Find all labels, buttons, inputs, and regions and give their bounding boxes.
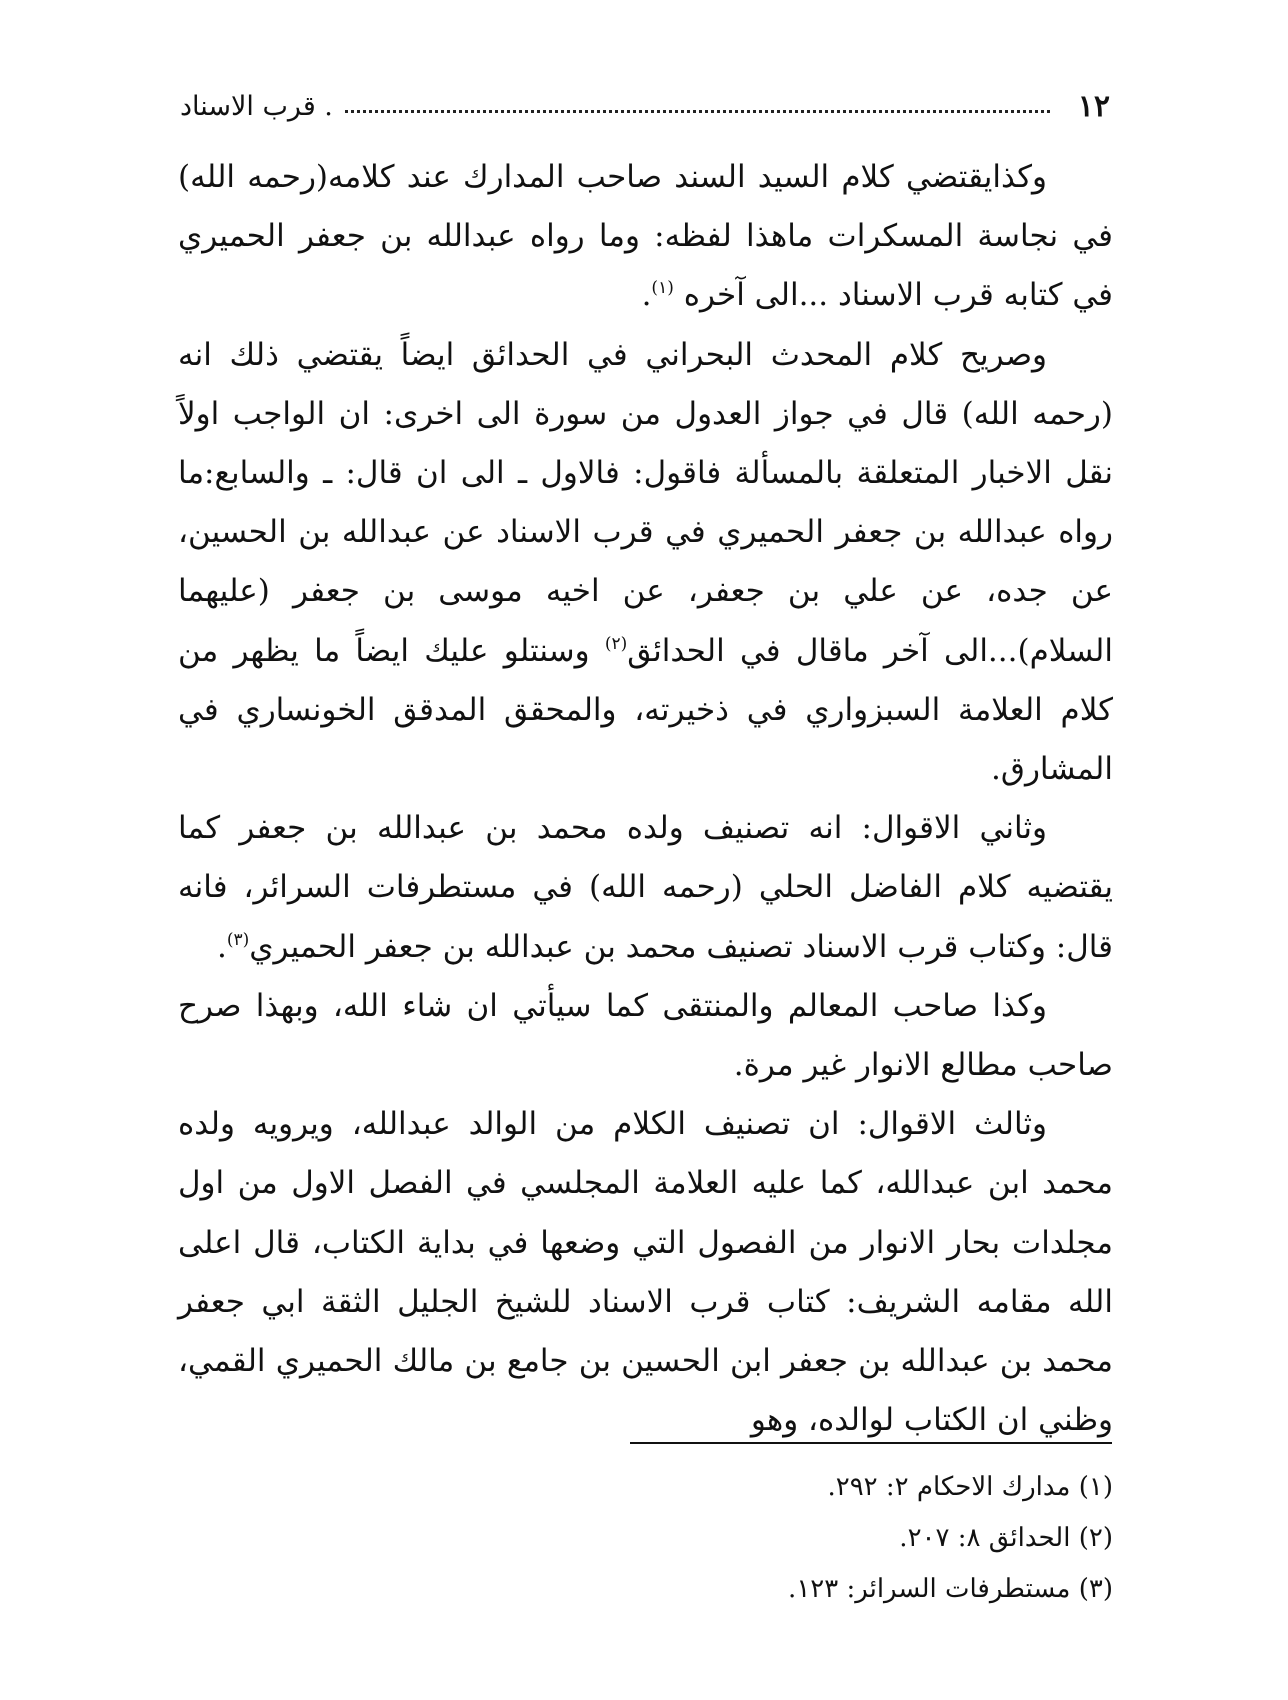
paragraph-tail: . <box>641 277 652 314</box>
footnote-ref-3: (٣) <box>226 929 250 950</box>
paragraph-2 <box>178 326 1113 800</box>
page-header <box>180 86 1110 126</box>
footnote-ref-1: (١) <box>651 278 674 299</box>
footnote-2: (٢) الحدائق ٨: ٢٠٧. <box>899 1523 1113 1553</box>
paragraph-text: وثالث الاقوال: ان تصنيف الكلام من الوالد عبدالله، ويرويه ولده محمد ابن عبدالله، كما عليه العلامة المجلسي في الفصل الاول من اول مجلدات بحار الانوار من الفصول التي وضعها في بداية الكتاب، قال اعلى الله مقامه الشريف: كتاب قرب الاسناد للشيخ الجليل الثقة ابي جعفر محمد بن عبدالله بن جعفر ابن الحسين بن جامع بن مالك الحميري القمي، وظني ان الكتاب لوالده، وهو <box>178 1106 1113 1439</box>
paragraph-1 <box>178 148 1113 326</box>
footnote-1: (١) مدارك الاحكام ٢: ٢٩٢. <box>827 1472 1113 1502</box>
footnote-separator <box>630 1442 1112 1444</box>
paragraph-text: وصريح كلام المحدث البحراني في الحدائق ايضاً يقتضي ذلك انه (رحمه الله) قال في جواز العدول من سورة الى اخرى: ان الواجب اولاً نقل الاخبار المتعلقة بالمسألة فاقول: فالاول ـ الى ان قال: ـ والسابع:ما رواه عبدالله بن جعفر الحميري في قرب الاسناد عن عبدالله بن الحسين، عن جده، عن علي بن جعفر، عن اخيه موسى بن جعفر (عليهما السلام)...الى آخر ماقال في الحدائق <box>178 336 1113 669</box>
paragraph-tail: وسنتلو عليك ايضاً ما يظهر من كلام العلامة السبزواري في ذخيرته، والمحقق المدقق الخونساري في المشارق. <box>178 632 1113 788</box>
paragraph-tail: . <box>217 928 227 965</box>
footnote-3: (٣) مستطرفات السرائر: ١٢٣. <box>788 1574 1113 1604</box>
header-dot-leader <box>345 110 1050 113</box>
paragraph-text: وكذايقتضي كلام السيد السند صاحب المدارك عند كلامه(رحمه الله) في نجاسة المسكرات ماهذا لفظه: وما رواه عبدالله بن جعفر الحميري في كتابه قرب الاسناد ...الى آخره <box>178 159 1113 314</box>
running-title: . قرب الاسناد <box>180 90 333 122</box>
paragraph-3 <box>178 799 1113 977</box>
footnotes <box>178 1462 1113 1615</box>
paragraph-text: وكذا صاحب المعالم والمنتقى كما سيأتي ان شاء الله، وبهذا صرح صاحب مطالع الانوار غير مرة. <box>178 987 1113 1084</box>
paragraph-4 <box>178 977 1113 1095</box>
page-number: ١٢ <box>1077 88 1110 124</box>
footnote-ref-2: (٢) <box>604 633 628 654</box>
main-text <box>178 148 1113 1450</box>
paragraph-5 <box>178 1095 1113 1450</box>
paragraph-text: وثاني الاقوال: انه تصنيف ولده محمد بن عبدالله بن جعفر كما يقتضيه كلام الفاضل الحلي (رحمه الله) في مستطرفات السرائر، فانه قال: وكتاب قرب الاسناد تصنيف محمد بن عبدالله بن جعفر الحميري <box>178 810 1113 965</box>
